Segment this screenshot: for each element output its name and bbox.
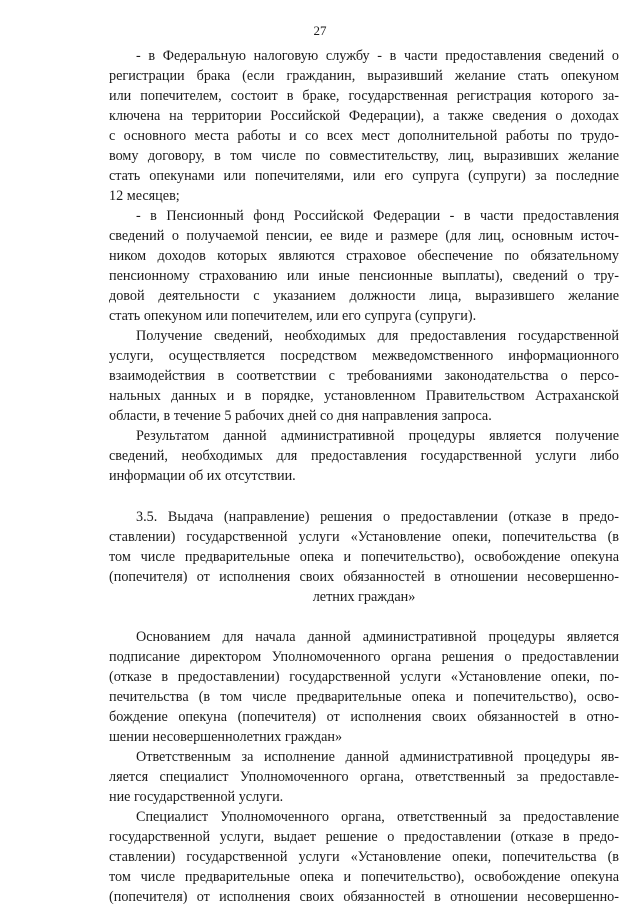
text-line: государственной услуги, выдает решение о предоставлении (отказе в предо-: [109, 829, 619, 845]
text-line: стать опекунами или попечителями, или его супруга (супруги) за последние: [109, 168, 619, 184]
text-line: шении несовершеннолетних граждан»: [109, 729, 343, 745]
text-line: ключена на территории Российской Федерации), а также сведения о доходах: [109, 108, 619, 124]
text-line: - в Федеральную налоговую службу - в части предоставления сведений о: [136, 48, 619, 64]
text-line: регистрации брака (если гражданин, выразивший желание стать опекуном: [109, 68, 619, 84]
text-line: информации об их отсутствии.: [109, 468, 296, 484]
page-number: 27: [313, 23, 327, 38]
text-line: пенсионному страхованию или иные пенсионные выплаты), сведений о тру-: [109, 268, 619, 284]
text-line: том числе предварительные опека и попечительство), освобождение опекуна: [109, 869, 619, 885]
text-line: летних граждан»: [312, 589, 416, 605]
text-line: Результатом данной административной процедуры является получение: [136, 428, 619, 444]
text-line: ставлении) государственной услуги «Установление опеки, попечительства (в: [109, 849, 619, 865]
text-line: сведений о получаемой пенсии, ее виде и размере (для лиц, основным источ-: [109, 228, 619, 244]
text-line: области, в течение 5 рабочих дней со дня направления запроса.: [109, 408, 492, 424]
text-line: Основанием для начала данной административной процедуры является: [136, 629, 619, 645]
text-line: сведений, необходимых для предоставления государственной услуги либо: [109, 448, 619, 464]
text-line: печительства (в том числе предварительные опека и попечительство), осво-: [109, 689, 619, 705]
text-line: том числе предварительные опека и попечительство), освобождение опекуна: [109, 549, 619, 565]
text-line: Специалист Уполномоченного органа, ответственный за предоставление: [136, 809, 619, 825]
text-line: ляется специалист Уполномоченного органа, ответственный за предоставле-: [109, 769, 619, 785]
text-line: подписание директором Уполномоченного органа решения о предоставлении: [109, 649, 619, 665]
text-line: (отказе в предоставлении) государственной услуги «Установление опеки, по-: [109, 669, 619, 685]
text-line: нальных данных и в порядке, установленном Правительством Астраханской: [109, 388, 619, 404]
text-line: 3.5. Выдача (направление) решения о предоставлении (отказе в предо-: [136, 509, 619, 525]
text-line: ние государственной услуги.: [109, 789, 284, 805]
text-line: ником доходов которых являются страховое обеспечение по обязательному: [109, 248, 619, 264]
text-line: ставлении) государственной услуги «Установление опеки, попечительства (в: [109, 529, 619, 545]
text-line: - в Пенсионный фонд Российской Федерации - в части предоставления: [136, 208, 619, 224]
text-line: (попечителя) от исполнения своих обязанностей в отношении несовершенно-: [109, 889, 619, 905]
text-line: довой деятельности с указанием должности лица, выразившего желание: [109, 288, 619, 304]
text-line: вому договору, в том числе по совместительству, лиц, выразивших желание: [109, 148, 619, 164]
text-line: Получение сведений, необходимых для предоставления государственной: [136, 328, 619, 344]
text-line: стать опекуном или попечителем, или его супруга (супруги).: [109, 308, 477, 324]
text-line: с основного места работы и со всех мест дополнительной работы по трудо-: [109, 128, 619, 144]
text-line: (попечителя) от исполнения своих обязанностей в отношении несовершенно-: [109, 569, 619, 585]
text-line: 12 месяцев;: [109, 188, 180, 204]
text-line: бождение опекуна (попечителя) от исполнения своих обязанностей в отно-: [109, 709, 619, 725]
text-line: услуги, осуществляется посредством межведомственного информационного: [109, 348, 619, 364]
text-line: Ответственным за исполнение данной административной процедуры яв-: [136, 749, 619, 765]
text-line: взаимодействия в соответствии с требованиями законодательства о персо-: [109, 368, 619, 384]
text-line: или попечителем, состоит в браке, государственная регистрация которого за-: [109, 88, 619, 104]
